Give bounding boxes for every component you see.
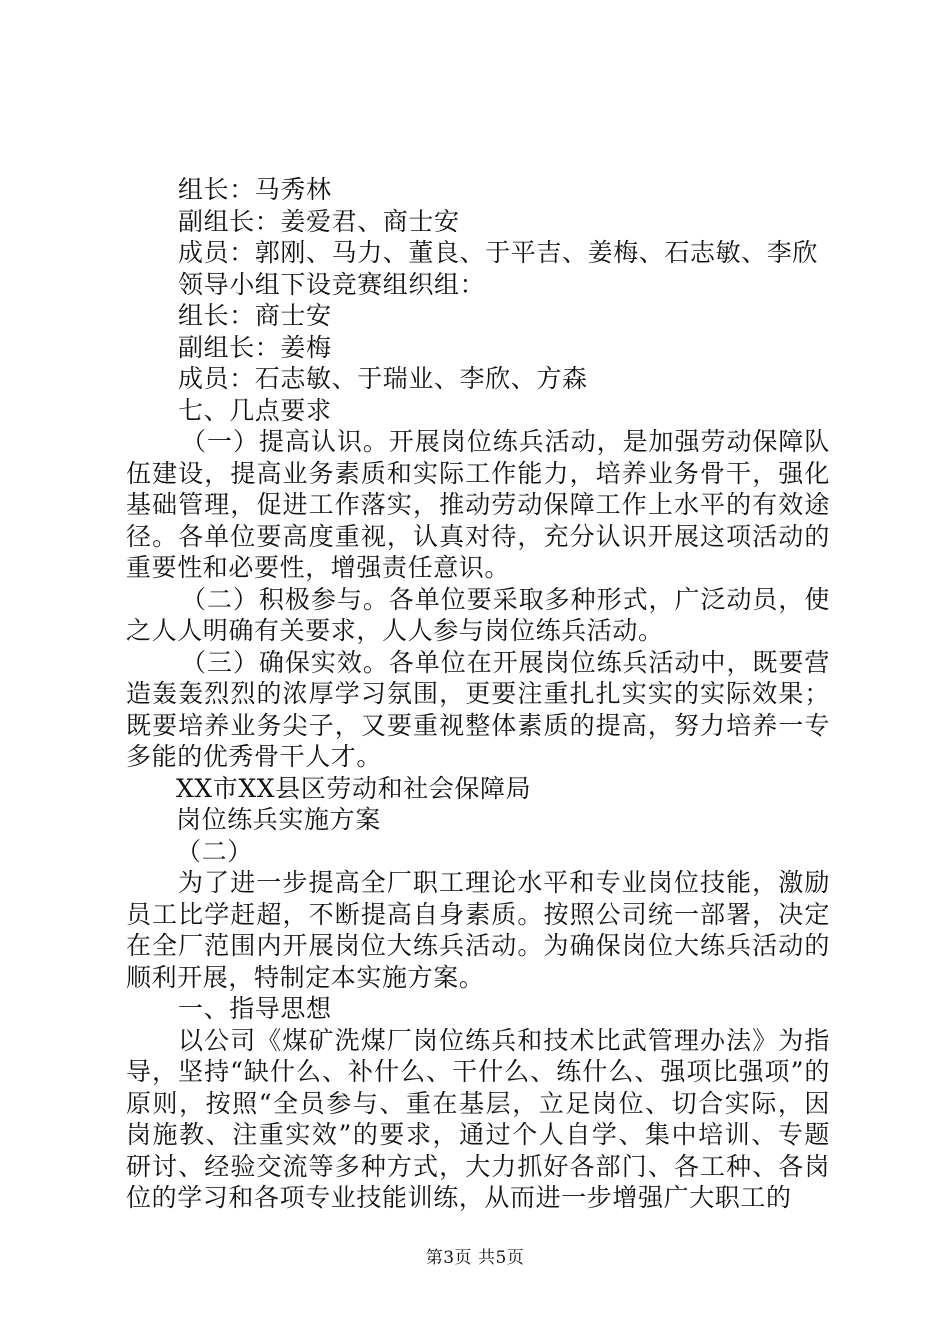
deputy-leader-line: 副组长：姜爱君、商士安 bbox=[178, 206, 460, 236]
page-number-footer: 第3页 共5页 bbox=[425, 1248, 525, 1268]
requirement-paragraph-3: （三）确保实效。各单位在开展岗位练兵活动中，既要营造轰轰烈烈的浓厚学习氛围，更要注重扎扎实实的实际效果；既要培养业务尖子，又要重视整体素质的提高，努力培养一专多能的优秀骨干人才。 bbox=[126, 647, 830, 771]
members-line: 成员：郭刚、马力、董良、于平吉、姜梅、石志敏、李欣 bbox=[178, 238, 819, 267]
section-one-heading: 一、指导思想 bbox=[178, 994, 332, 1023]
requirement-paragraph-2: （二）积极参与。各单位要采取多种形式，广泛动员，使之人人明确有关要求，人人参与岗位练兵活动。 bbox=[126, 584, 830, 645]
section-seven-heading: 七、几点要求 bbox=[178, 395, 332, 425]
group-members-line: 成员：石志敏、于瑞业、李欣、方森 bbox=[178, 364, 588, 393]
intro-paragraph: 为了进一步提高全厂职工理论水平和专业岗位技能，激励员工比学赶超，不断提高自身素质。按照公司统一部署，决定在全厂范围内开展岗位大练兵活动。为确保岗位大练兵活动的顺利开展，特制定本实施方案。 bbox=[126, 868, 830, 992]
group-deputy-line: 副组长：姜梅 bbox=[178, 332, 332, 362]
document-number: （二） bbox=[176, 836, 253, 866]
document-body bbox=[126, 174, 830, 1214]
organizing-group-line: 领导小组下设竞赛组织组： bbox=[178, 269, 486, 299]
organization-name: XX市XX县区劳动和社会保障局 bbox=[176, 773, 532, 803]
group-leader-line: 组长：商士安 bbox=[178, 301, 332, 330]
requirement-paragraph-1: （一）提高认识。开展岗位练兵活动，是加强劳动保障队伍建设，提高业务素质和实际工作能力，培养业务骨干，强化基础管理，促进工作落实，推动劳动保障工作上水平的有效途径。各单位要高度重视，认真对待，充分认识开展这项活动的重要性和必要性，增强责任意识。 bbox=[126, 427, 830, 582]
document-title: 岗位练兵实施方案 bbox=[176, 805, 381, 834]
section-one-paragraph: 以公司《煤矿洗煤厂岗位练兵和技术比武管理办法》为指导，坚持“缺什么、补什么、干什么、练什么、强项比强项”的原则，按照“全员参与、重在基层，立足岗位、切合实际，因岗施教、注重实效”的要求，通过个人自学、集中培训、专题研讨、经验交流等多种方式，大力抓好各部门、各工种、各岗位的学习和各项专业技能训练，从而进一步增强广大职工的 bbox=[126, 1025, 830, 1212]
leader-line: 组长：马秀林 bbox=[178, 175, 332, 204]
